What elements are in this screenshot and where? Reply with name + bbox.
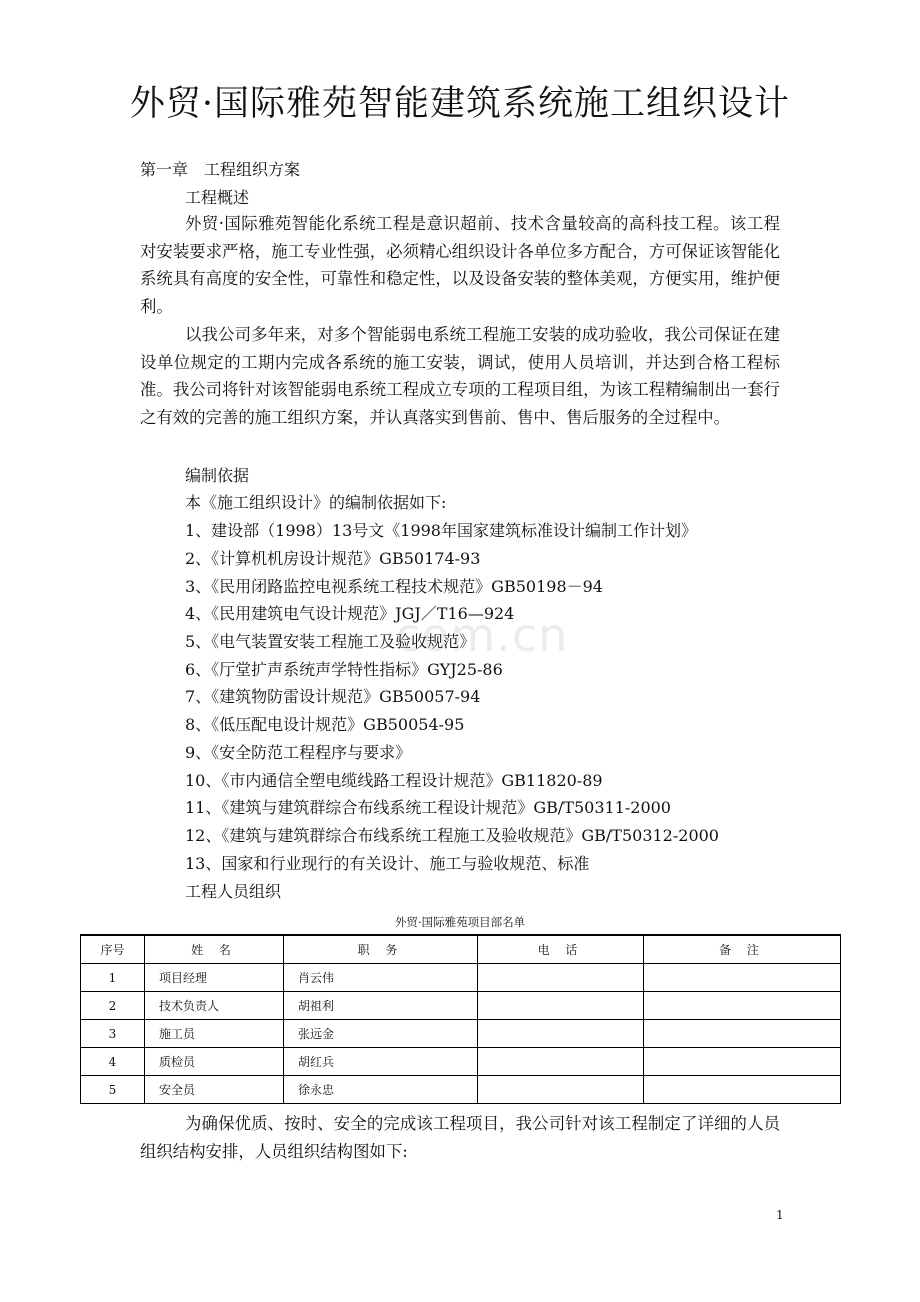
- basis-intro: 本《施工组织设计》的编制依据如下:: [185, 493, 447, 512]
- cell-role: 徐永忠: [284, 1076, 478, 1104]
- basis-item: 1、建设部（1998）13号文《1998年国家建筑标准设计编制工作计划》: [185, 521, 697, 540]
- table-header-row: [81, 935, 841, 964]
- cell-no: 3: [81, 1020, 145, 1048]
- basis-item: 2、《计算机机房设计规范》GB50174-93: [185, 549, 481, 568]
- overview-paragraph-2: 以我公司多年来，对多个智能弱电系统工程施工安装的成功验收，我公司保证在建设单位规定的工期内完成各系统的施工安装，调试，使用人员培训，并达到合格工程标准。我公司将针对该智能弱电系统工程成立专项的工程项目组，为该工程精编制出一套行之有效的完善的施工组织方案，并认真落实到售前、售中、售后服务的全过程中。: [140, 325, 780, 427]
- header-name: 姓 名: [145, 935, 284, 964]
- cell-name: 项目经理: [145, 964, 284, 992]
- table-row: [81, 1076, 841, 1104]
- table-row: [81, 964, 841, 992]
- basis-item: 13、国家和行业现行的有关设计、施工与验收规范、标准: [185, 854, 590, 873]
- table-row: [81, 1048, 841, 1076]
- cell-role: 张远金: [284, 1020, 478, 1048]
- cell-name: 安全员: [145, 1076, 284, 1104]
- cell-name: 技术负责人: [145, 992, 284, 1020]
- cell-note: [644, 1020, 841, 1048]
- staff-heading: 工程人员组织: [185, 882, 282, 901]
- table-row: [81, 992, 841, 1020]
- basis-item: 9、《安全防范工程程序与要求》: [185, 743, 412, 762]
- basis-item: 7、《建筑物防雷设计规范》GB50057-94: [185, 687, 481, 706]
- table-row: [81, 1020, 841, 1048]
- cell-phone: [478, 992, 644, 1020]
- cell-phone: [478, 1076, 644, 1104]
- header-note: 备 注: [644, 935, 841, 964]
- header-no: 序号: [81, 935, 145, 964]
- cell-no: 2: [81, 992, 145, 1020]
- page-number: 1: [776, 1208, 784, 1222]
- basis-item: 3、《民用闭路监控电视系统工程技术规范》GB50198－94: [185, 577, 603, 596]
- cell-name: 施工员: [145, 1020, 284, 1048]
- basis-item: 6、《厅堂扩声系统声学特性指标》GYJ25-86: [185, 660, 503, 679]
- cell-no: 4: [81, 1048, 145, 1076]
- basis-item: 11、《建筑与建筑群综合布线系统工程设计规范》GB/T50311-2000: [185, 798, 671, 817]
- cell-phone: [478, 1020, 644, 1048]
- staff-table: [80, 934, 841, 1104]
- cell-role: 胡红兵: [284, 1048, 478, 1076]
- watermark: com.cn: [395, 608, 569, 662]
- cell-note: [644, 992, 841, 1020]
- cell-note: [644, 964, 841, 992]
- basis-heading: 编制依据: [185, 466, 250, 485]
- page-title: 外贸·国际雅苑智能建筑系统施工组织设计: [129, 84, 791, 124]
- cell-name: 质检员: [145, 1048, 284, 1076]
- cell-note: [644, 1048, 841, 1076]
- header-phone: 电 话: [478, 935, 644, 964]
- chapter-heading: 第一章 工程组织方案: [140, 160, 301, 179]
- cell-phone: [478, 964, 644, 992]
- basis-item: 8、《低压配电设计规范》GB50054-95: [185, 715, 465, 734]
- cell-role: 胡祖利: [284, 992, 478, 1020]
- cell-no: 1: [81, 964, 145, 992]
- cell-note: [644, 1076, 841, 1104]
- basis-item: 4、《民用建筑电气设计规范》JGJ／T16—924: [185, 604, 515, 623]
- closing-paragraph: 为确保优质、按时、安全的完成该工程项目，我公司针对该工程制定了详细的人员组织结构安排，人员组织结构图如下:: [140, 1114, 780, 1161]
- overview-paragraph-1: 外贸·国际雅苑智能化系统工程是意识超前、技术含量较高的高科技工程。该工程对安装要求严格，施工专业性强，必须精心组织设计各单位多方配合，方可保证该智能化系统具有高度的安全性，可靠性和稳定性，以及设备安装的整体美观，方便实用，维护便利。: [140, 214, 780, 316]
- table-caption: 外贸·国际雅苑项目部名单: [394, 915, 526, 929]
- cell-phone: [478, 1048, 644, 1076]
- header-role: 职 务: [284, 935, 478, 964]
- basis-item: 12、《建筑与建筑群综合布线系统工程施工及验收规范》GB/T50312-2000: [185, 826, 719, 845]
- basis-item: 10、《市内通信全塑电缆线路工程设计规范》GB11820-89: [185, 771, 603, 790]
- overview-heading: 工程概述: [185, 188, 250, 207]
- basis-item: 5、《电气装置安装工程施工及验收规范》: [185, 632, 476, 651]
- cell-role: 肖云伟: [284, 964, 478, 992]
- cell-no: 5: [81, 1076, 145, 1104]
